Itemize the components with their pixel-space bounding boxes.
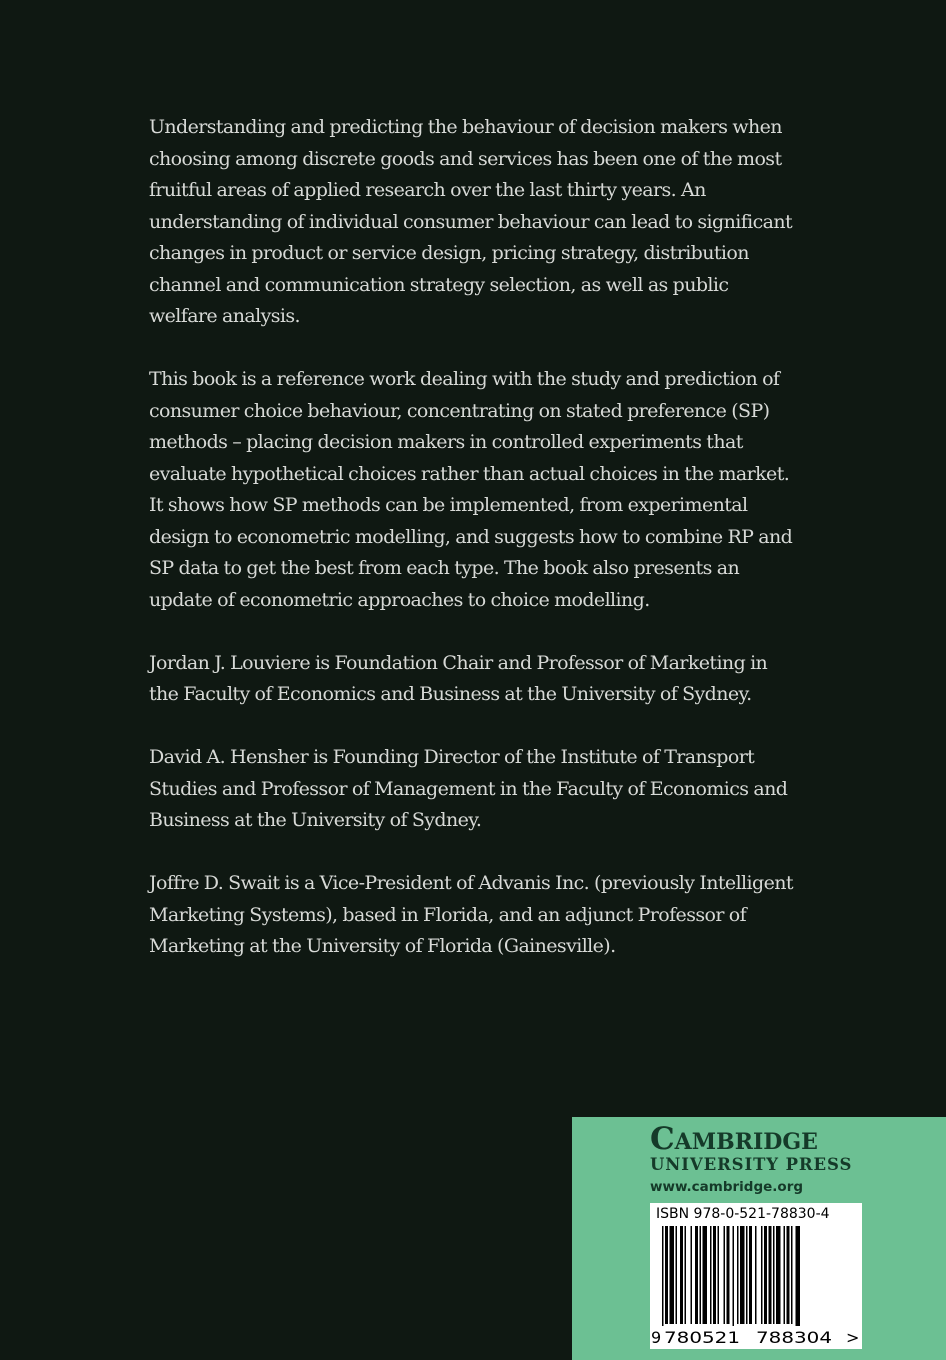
publisher-subtitle: UNIVERSITY PRESS — [650, 1155, 853, 1174]
barcode-digits — [650, 1203, 862, 1349]
cover-blurb — [149, 112, 799, 994]
author-bio-swait: Joffre D. Swait is a Vice-President of Advanis Inc. (previously Intelligent Marketing Systems), based in Florida, and an adjunct Professor of Marketing at the University of Florida (Gainesville). — [149, 872, 793, 957]
isbn-label: ISBN 978-0-521-78830-4 — [656, 1206, 830, 1222]
author-bio-hensher: David A. Hensher is Founding Director of the Institute of Transport Studies and Professor of Management in the Faculty of Economics and Business at the University of Sydney. — [149, 746, 788, 831]
publisher-panel — [572, 1117, 946, 1360]
author-bio-louviere: Jordan J. Louviere is Foundation Chair and Professor of Marketing in the Faculty of Economics and Business at the University of Sydney. — [149, 651, 768, 705]
isbn-barcode — [650, 1203, 862, 1349]
barcode-digits-right: 788304 — [756, 1328, 832, 1347]
barcode-digits-left: 780521 — [664, 1328, 740, 1347]
blurb-paragraph-description: Understanding and predicting the behaviour of decision makers when choosing among discrete goods and services has been one of the most fruitful areas of applied research over the last thirty years. An understanding of individual consumer behaviour can lead to significant changes in product or service design, pricing strategy, distribution channel and communication strategy selection, as well as public welfare analysis. — [149, 116, 793, 327]
publisher-name: Cambridge — [650, 1121, 818, 1157]
blurb-paragraph-book-summary: This book is a reference work dealing with the study and prediction of consumer choice behaviour, concentrating on stated preference (SP) methods – placing decision makers in controlled experiments that evaluate hypothetical choices rather than actual choices in the market. It shows how SP methods can be implemented, from experimental design to econometric modelling, and suggests how to combine RP and SP data to get the best from each type. The book also presents an update of econometric approaches to choice modelling. — [149, 368, 793, 611]
barcode-digit-lead: 9 — [651, 1328, 662, 1347]
barcode-digit-tail: > — [846, 1328, 860, 1347]
publisher-url: www.cambridge.org — [650, 1179, 804, 1195]
